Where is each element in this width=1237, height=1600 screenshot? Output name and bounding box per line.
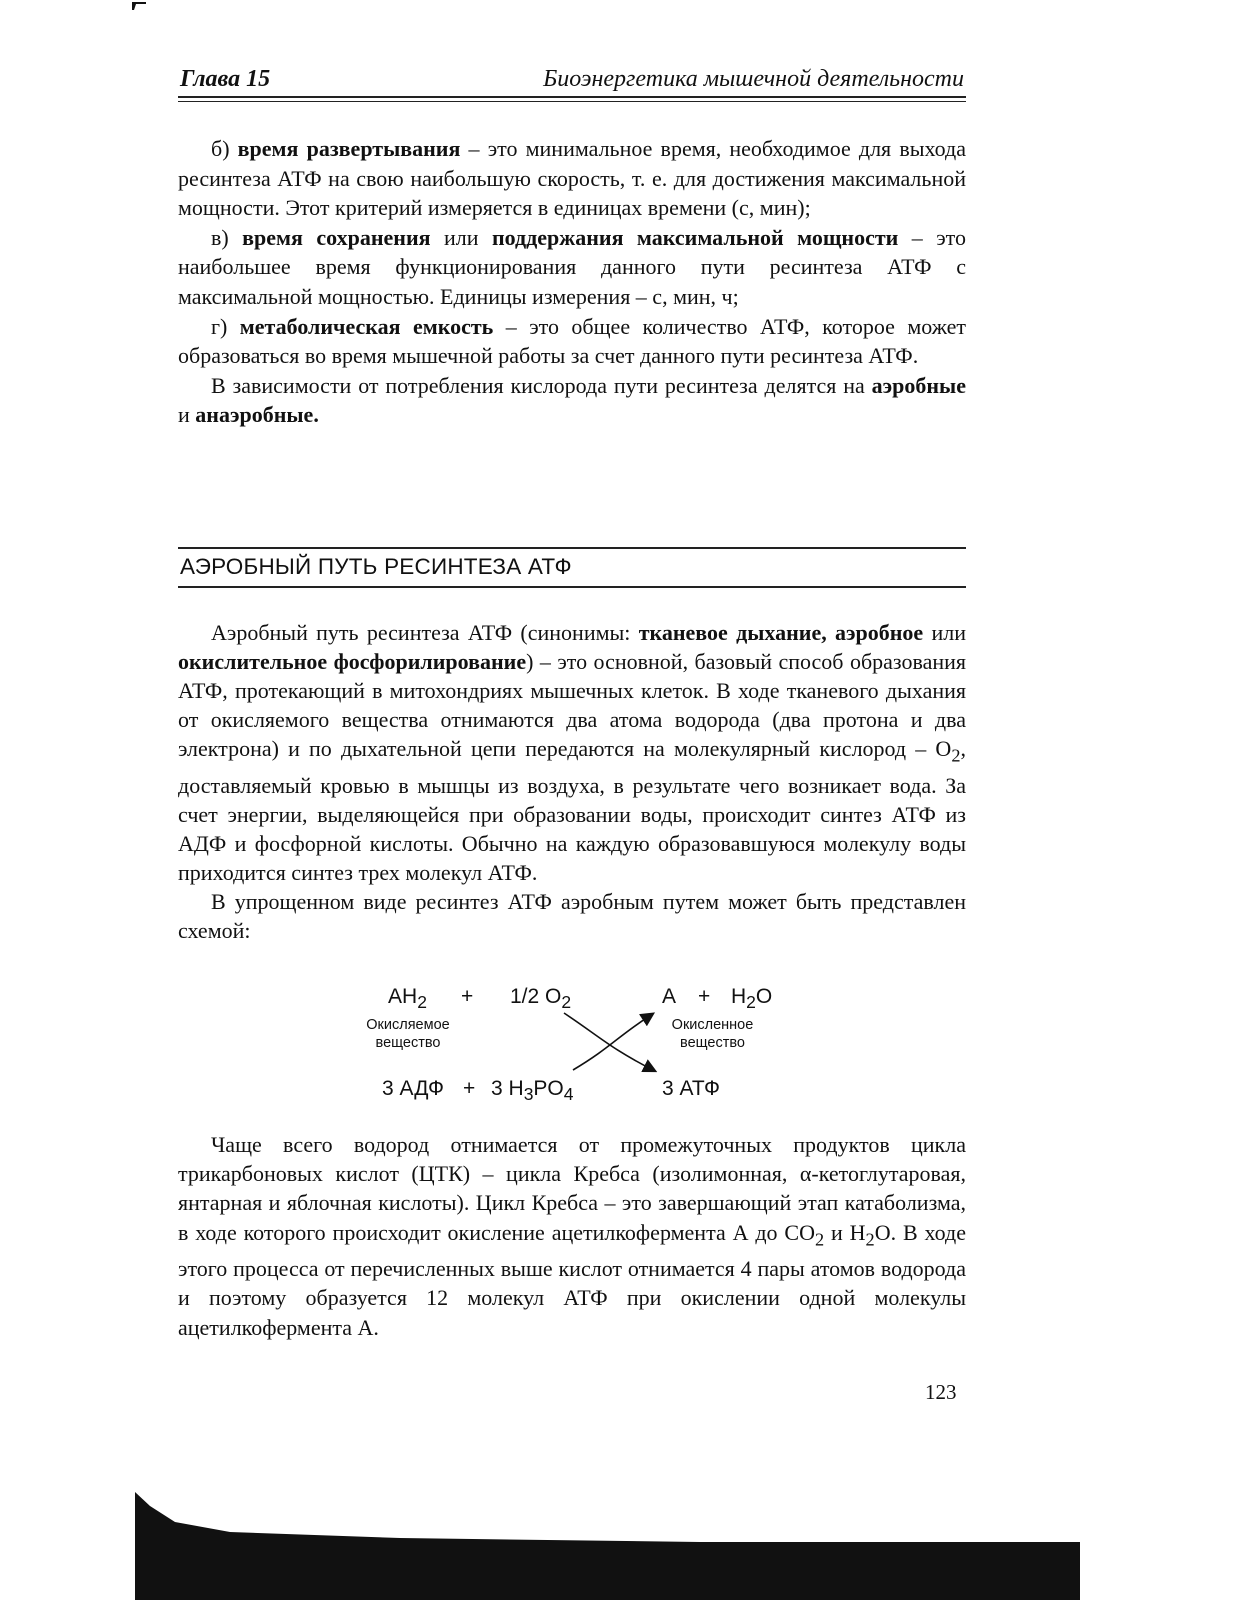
aerobic-section-text <box>178 618 966 945</box>
subscript: 2 <box>417 992 427 1013</box>
subscript: 2 <box>814 1229 825 1249</box>
text: 3 H <box>491 1077 524 1100</box>
product-atp: 3 АТФ <box>662 1077 720 1100</box>
criteria-block <box>178 134 966 430</box>
text: – это наибольшее время функционирования данного пути ресинтеза АТФ с максимальной мощностью. Единицы измерения – с, мин, ч; <box>178 224 966 309</box>
subscript: 3 <box>523 1084 534 1105</box>
text: г) <box>211 313 240 339</box>
section-rule-bottom <box>178 586 966 588</box>
subscript: 2 <box>561 992 572 1013</box>
term: анаэробные. <box>195 402 319 428</box>
header-rule-thin <box>178 101 966 102</box>
term: аэробные <box>871 372 966 398</box>
text: ) – это основной, базовый способ образования АТФ, протекающий в митохондриях мышечных клеток. В ходе тканевого дыхания от окисляемого вещества отнимаются два атома водорода (два протона и два электрона) и по дыхательной цепи передаются на молекулярный кислород – O <box>178 649 966 762</box>
text: 1/2 O <box>510 985 562 1008</box>
text: вещество <box>680 1035 745 1051</box>
text: Аэробный путь ресинтеза АТФ (синонимы: <box>211 620 639 645</box>
paragraph: В упрощенном виде ресинтез АТФ аэробным путем может быть представлен схемой: <box>178 889 966 944</box>
text: и H <box>824 1219 866 1245</box>
text: В зависимости от потребления кислорода пути ресинтеза делятся на <box>211 372 872 398</box>
term: тканевое дыхание, аэробное <box>638 620 924 645</box>
pathway-classification <box>178 371 966 430</box>
section-rule-top <box>178 547 966 549</box>
text: O <box>755 985 773 1008</box>
header-rule <box>178 96 966 98</box>
arrow-oxidation <box>564 1013 653 1070</box>
term: поддержания максимальной мощности <box>491 224 899 250</box>
paragraph <box>178 618 966 887</box>
subscript: 2 <box>746 992 756 1013</box>
text: PO <box>533 1077 564 1100</box>
text: в) <box>211 224 243 250</box>
text: вещество <box>375 1035 441 1051</box>
term: время развертывания <box>237 136 461 161</box>
reactant-phosphate <box>491 1077 574 1105</box>
text: – это общее количество АТФ, которое может образоваться во время мышечной работы за счет данного пути ресинтеза АТФ. <box>178 313 966 369</box>
text: Окисляемое <box>366 1017 450 1033</box>
text: б) <box>211 136 238 161</box>
term: окислительное фосфорилирование <box>178 649 527 675</box>
term: время сохранения <box>242 224 431 250</box>
text: или <box>430 224 492 250</box>
text: Окисленное <box>671 1017 754 1033</box>
text: , доставляемый кровью в мышцы из воздуха, в результате чего возникает вода. За счет энергии, выделяющейся при образовании воды, происходит синтез АТФ из АДФ и фосфорной кислоты. Обычно на каждую образовавшуюся молекулу воды приходится синтез трех молекул АТФ. <box>178 736 966 886</box>
chapter-label: Глава 15 <box>180 66 271 92</box>
text: и <box>178 402 196 428</box>
subscript: 2 <box>865 1229 875 1249</box>
scan-shadow <box>0 1480 1237 1600</box>
subscript: 2 <box>951 745 961 766</box>
plus-sign: + <box>461 985 474 1008</box>
text: – это минимальное время, необходимое для выхода ресинтеза АТФ на свою наибольшую скорость, т. е. для достижения максимальной мощности. Этот критерий измеряется в единицах времени (с, мин); <box>178 136 966 221</box>
text: Чаще всего водород отнимается от промежуточных продуктов цикла трикарбоновых кислот (ЦТК) – цикла Кребса (изолимонная, α-кетоглутаровая, янтарная и яблочная кислоты). Цикл Кребса – это завершающий этап катаболизма, в ходе которого происходит окисление ацетилкофермента А до CO <box>178 1132 966 1245</box>
arrow-phosphorylation <box>573 1015 651 1070</box>
plus-sign: + <box>463 1077 476 1100</box>
subscript: 4 <box>563 1084 574 1105</box>
text: O. В ходе этого процесса от перечисленных выше кислот отнимается 4 пары атомов водорода и поэтому образуется 12 молекул АТФ при окислении одной молекулы ацетилкофермента А. <box>178 1219 966 1340</box>
scan-corner-mark <box>130 0 150 14</box>
reactant-adp: 3 АДФ <box>382 1077 444 1100</box>
product-a: A <box>662 985 677 1008</box>
text: AH <box>388 985 418 1008</box>
criterion-b <box>178 134 966 223</box>
criterion-g <box>178 312 966 371</box>
page-number: 123 <box>925 1380 957 1404</box>
text: или <box>923 620 966 645</box>
plus-sign: + <box>698 985 711 1008</box>
criterion-v <box>178 223 966 312</box>
term: метаболическая емкость <box>239 313 494 339</box>
running-title: Биоэнергетика мышечной деятельности <box>543 66 964 92</box>
krebs-paragraph-block <box>178 1130 966 1342</box>
paragraph <box>178 1130 966 1342</box>
text: H <box>731 985 747 1008</box>
reaction-scheme <box>355 985 795 1115</box>
section-heading: АЭРОБНЫЙ ПУТЬ РЕСИНТЕЗА АТФ <box>180 554 572 579</box>
